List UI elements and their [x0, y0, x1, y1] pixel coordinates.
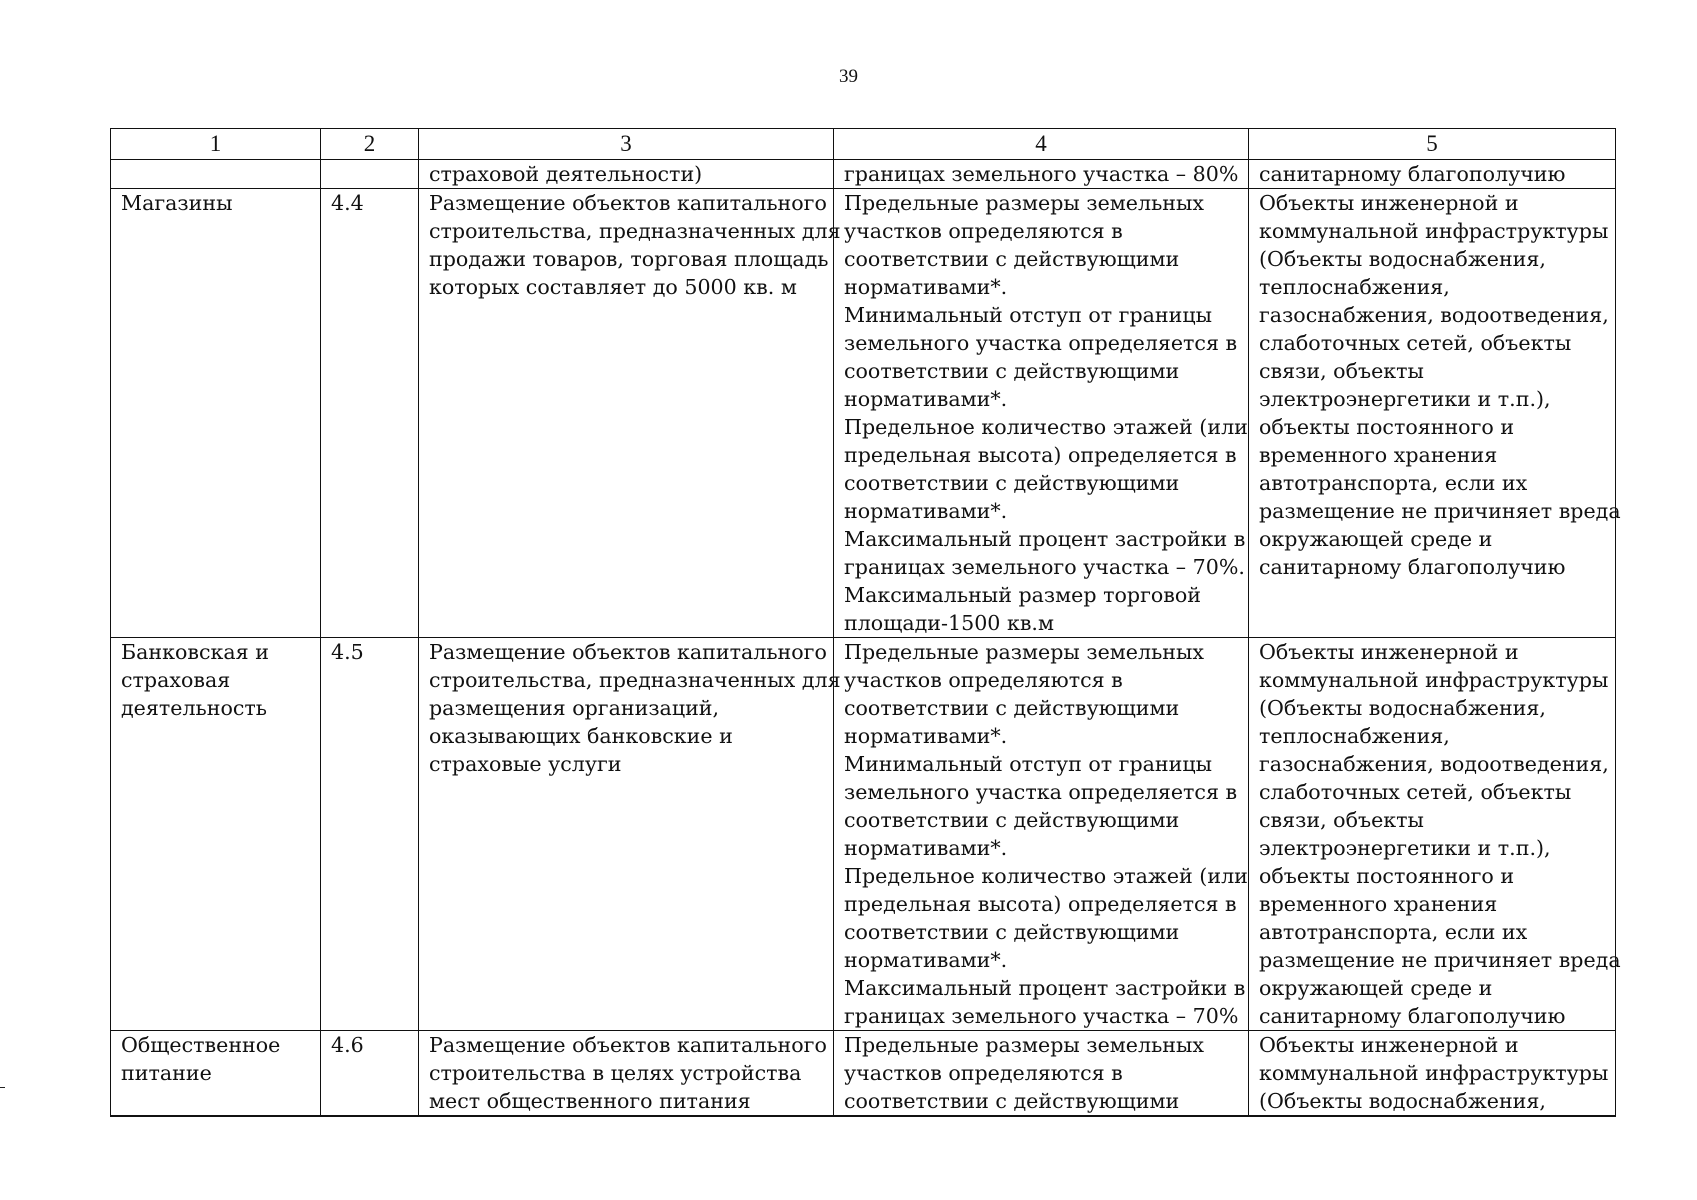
cell-line: Предельное количество этажей (или: [844, 415, 1248, 439]
cell-line: (Объекты водоснабжения,: [1259, 247, 1546, 271]
column-number-4: 4: [834, 129, 1249, 160]
cell-line: соответствии с действующими: [844, 247, 1180, 271]
column-number-5: 5: [1249, 129, 1616, 160]
cell-line: автотранспорта, если их: [1259, 920, 1528, 944]
cell-line: Объекты инженерной и: [1259, 1033, 1519, 1057]
cell-line: слаботочных сетей, объекты: [1259, 331, 1572, 355]
cell-line: окружающей среде и: [1259, 976, 1493, 1000]
cell-line: границах земельного участка – 70%: [844, 1004, 1239, 1028]
continuation-code-cell: [321, 160, 419, 189]
cell-line: (Объекты водоснабжения,: [1259, 696, 1546, 720]
column-number-1: 1: [111, 129, 321, 160]
cell-line: теплоснабжения,: [1259, 724, 1450, 748]
cell-line: связи, объекты: [1259, 808, 1424, 832]
use-type-name-cell: Общественное питание: [111, 1031, 321, 1117]
use-type-code-cell: 4.6: [321, 1031, 419, 1117]
use-type-parameters-cell: [834, 1031, 1249, 1117]
column-number-row: [111, 129, 1616, 160]
cell-line: коммунальной инфраструктуры: [1259, 1061, 1609, 1085]
cell-line: Максимальный процент застройки в: [844, 527, 1246, 551]
cell-line: Размещение объектов капитального: [429, 1033, 827, 1057]
cell-line: санитарному благополучию: [1259, 555, 1566, 579]
cell-line: Размещение объектов капитального: [429, 640, 827, 664]
cell-line: Предельные размеры земельных: [844, 640, 1205, 664]
cell-line: земельного участка определяется в: [844, 780, 1238, 804]
cell-line: (Объекты водоснабжения,: [1259, 1089, 1546, 1113]
cell-line: участков определяются в: [844, 219, 1123, 243]
cell-line: площади-1500 кв.м: [844, 611, 1054, 635]
column-number-2: 2: [321, 129, 419, 160]
use-type-code-cell: 4.4: [321, 189, 419, 638]
table-row: [111, 1031, 1616, 1117]
use-type-auxiliary-cell: [1249, 1031, 1616, 1117]
cell-line: размещения организаций,: [429, 696, 720, 720]
use-type-parameters-cell: [834, 189, 1249, 638]
cell-line: коммунальной инфраструктуры: [1259, 219, 1609, 243]
continuation-row: [111, 160, 1616, 189]
use-type-auxiliary-cell: [1249, 189, 1621, 638]
continuation-description-cell: страховой деятельности): [419, 160, 834, 189]
table-row: [111, 189, 1616, 638]
cell-line: размещение не причиняет вреда: [1259, 948, 1621, 972]
cell-line: электроэнергетики и т.п.),: [1259, 387, 1551, 411]
cell-line: электроэнергетики и т.п.),: [1259, 836, 1551, 860]
cell-line: нормативами*.: [844, 724, 1008, 748]
cell-line: объекты постоянного и: [1259, 864, 1515, 888]
cell-line: соответствии с действующими: [844, 920, 1180, 944]
cell-line: Предельное количество этажей (или: [844, 864, 1248, 888]
cell-line: участков определяются в: [844, 668, 1123, 692]
cell-line: страховые услуги: [429, 752, 622, 776]
cell-line: газоснабжения, водоотведения,: [1259, 752, 1609, 776]
use-type-parameters-cell: [834, 638, 1249, 1031]
cell-line: временного хранения: [1259, 443, 1498, 467]
cell-line: Объекты инженерной и: [1259, 191, 1519, 215]
cell-line: соответствии с действующими: [844, 808, 1180, 832]
cell-line: соответствии с действующими: [844, 696, 1180, 720]
cell-line: продажи товаров, торговая площадь: [429, 247, 829, 271]
cell-line: земельного участка определяется в: [844, 331, 1238, 355]
use-type-name-cell: Банковская и страховая деятельность: [111, 638, 321, 1031]
continuation-auxiliary-cell: санитарному благополучию: [1249, 160, 1616, 189]
cell-line: мест общественного питания: [429, 1089, 751, 1113]
use-type-description-cell: [419, 189, 841, 638]
page-number: 39: [839, 66, 858, 87]
continuation-name-cell: [111, 160, 321, 189]
cell-line: нормативами*.: [844, 275, 1008, 299]
column-number-3: 3: [419, 129, 834, 160]
cell-line: Минимальный отступ от границы: [844, 303, 1213, 327]
cell-line: нормативами*.: [844, 948, 1008, 972]
cell-line: Размещение объектов капитального: [429, 191, 827, 215]
land-use-table: [110, 128, 1621, 1117]
use-type-description-cell: [419, 1031, 834, 1117]
cell-line: коммунальной инфраструктуры: [1259, 668, 1609, 692]
table-row: [111, 638, 1616, 1031]
use-type-auxiliary-cell: [1249, 638, 1621, 1031]
cell-line: Минимальный отступ от границы: [844, 752, 1213, 776]
cell-line: нормативами*.: [844, 387, 1008, 411]
cell-line: строительства в целях устройства: [429, 1061, 802, 1085]
cell-line: соответствии с действующими: [844, 471, 1180, 495]
cell-line: оказывающих банковские и: [429, 724, 733, 748]
cell-line: Предельные размеры земельных: [844, 191, 1205, 215]
cell-line: предельная высота) определяется в: [844, 443, 1237, 467]
cell-line: временного хранения: [1259, 892, 1498, 916]
cell-line: Максимальный процент застройки в: [844, 976, 1246, 1000]
cell-line: нормативами*.: [844, 499, 1008, 523]
cell-line: объекты постоянного и: [1259, 415, 1515, 439]
cell-line: предельная высота) определяется в: [844, 892, 1237, 916]
cell-line: размещение не причиняет вреда: [1259, 499, 1621, 523]
cell-line: Объекты инженерной и: [1259, 640, 1519, 664]
cell-line: автотранспорта, если их: [1259, 471, 1528, 495]
cell-line: соответствии с действующими: [844, 359, 1180, 383]
cell-line: границах земельного участка – 70%.: [844, 555, 1245, 579]
cell-line: санитарному благополучию: [1259, 1004, 1566, 1028]
cell-line: Максимальный размер торговой: [844, 583, 1201, 607]
cell-line: которых составляет до 5000 кв. м: [429, 275, 797, 299]
cell-line: газоснабжения, водоотведения,: [1259, 303, 1609, 327]
cell-line: строительства, предназначенных для: [429, 219, 841, 243]
cell-line: Предельные размеры земельных: [844, 1033, 1205, 1057]
use-type-name-cell: Магазины: [111, 189, 321, 638]
cell-line: строительства, предназначенных для: [429, 668, 841, 692]
margin-mark: [0, 1087, 5, 1088]
cell-line: участков определяются в: [844, 1061, 1123, 1085]
cell-line: связи, объекты: [1259, 359, 1424, 383]
cell-line: слаботочных сетей, объекты: [1259, 780, 1572, 804]
use-type-description-cell: [419, 638, 841, 1031]
use-type-code-cell: 4.5: [321, 638, 419, 1031]
cell-line: теплоснабжения,: [1259, 275, 1450, 299]
cell-line: соответствии с действующими: [844, 1089, 1180, 1113]
continuation-parameters-cell: границах земельного участка – 80%: [834, 160, 1249, 189]
cell-line: нормативами*.: [844, 836, 1008, 860]
cell-line: окружающей среде и: [1259, 527, 1493, 551]
